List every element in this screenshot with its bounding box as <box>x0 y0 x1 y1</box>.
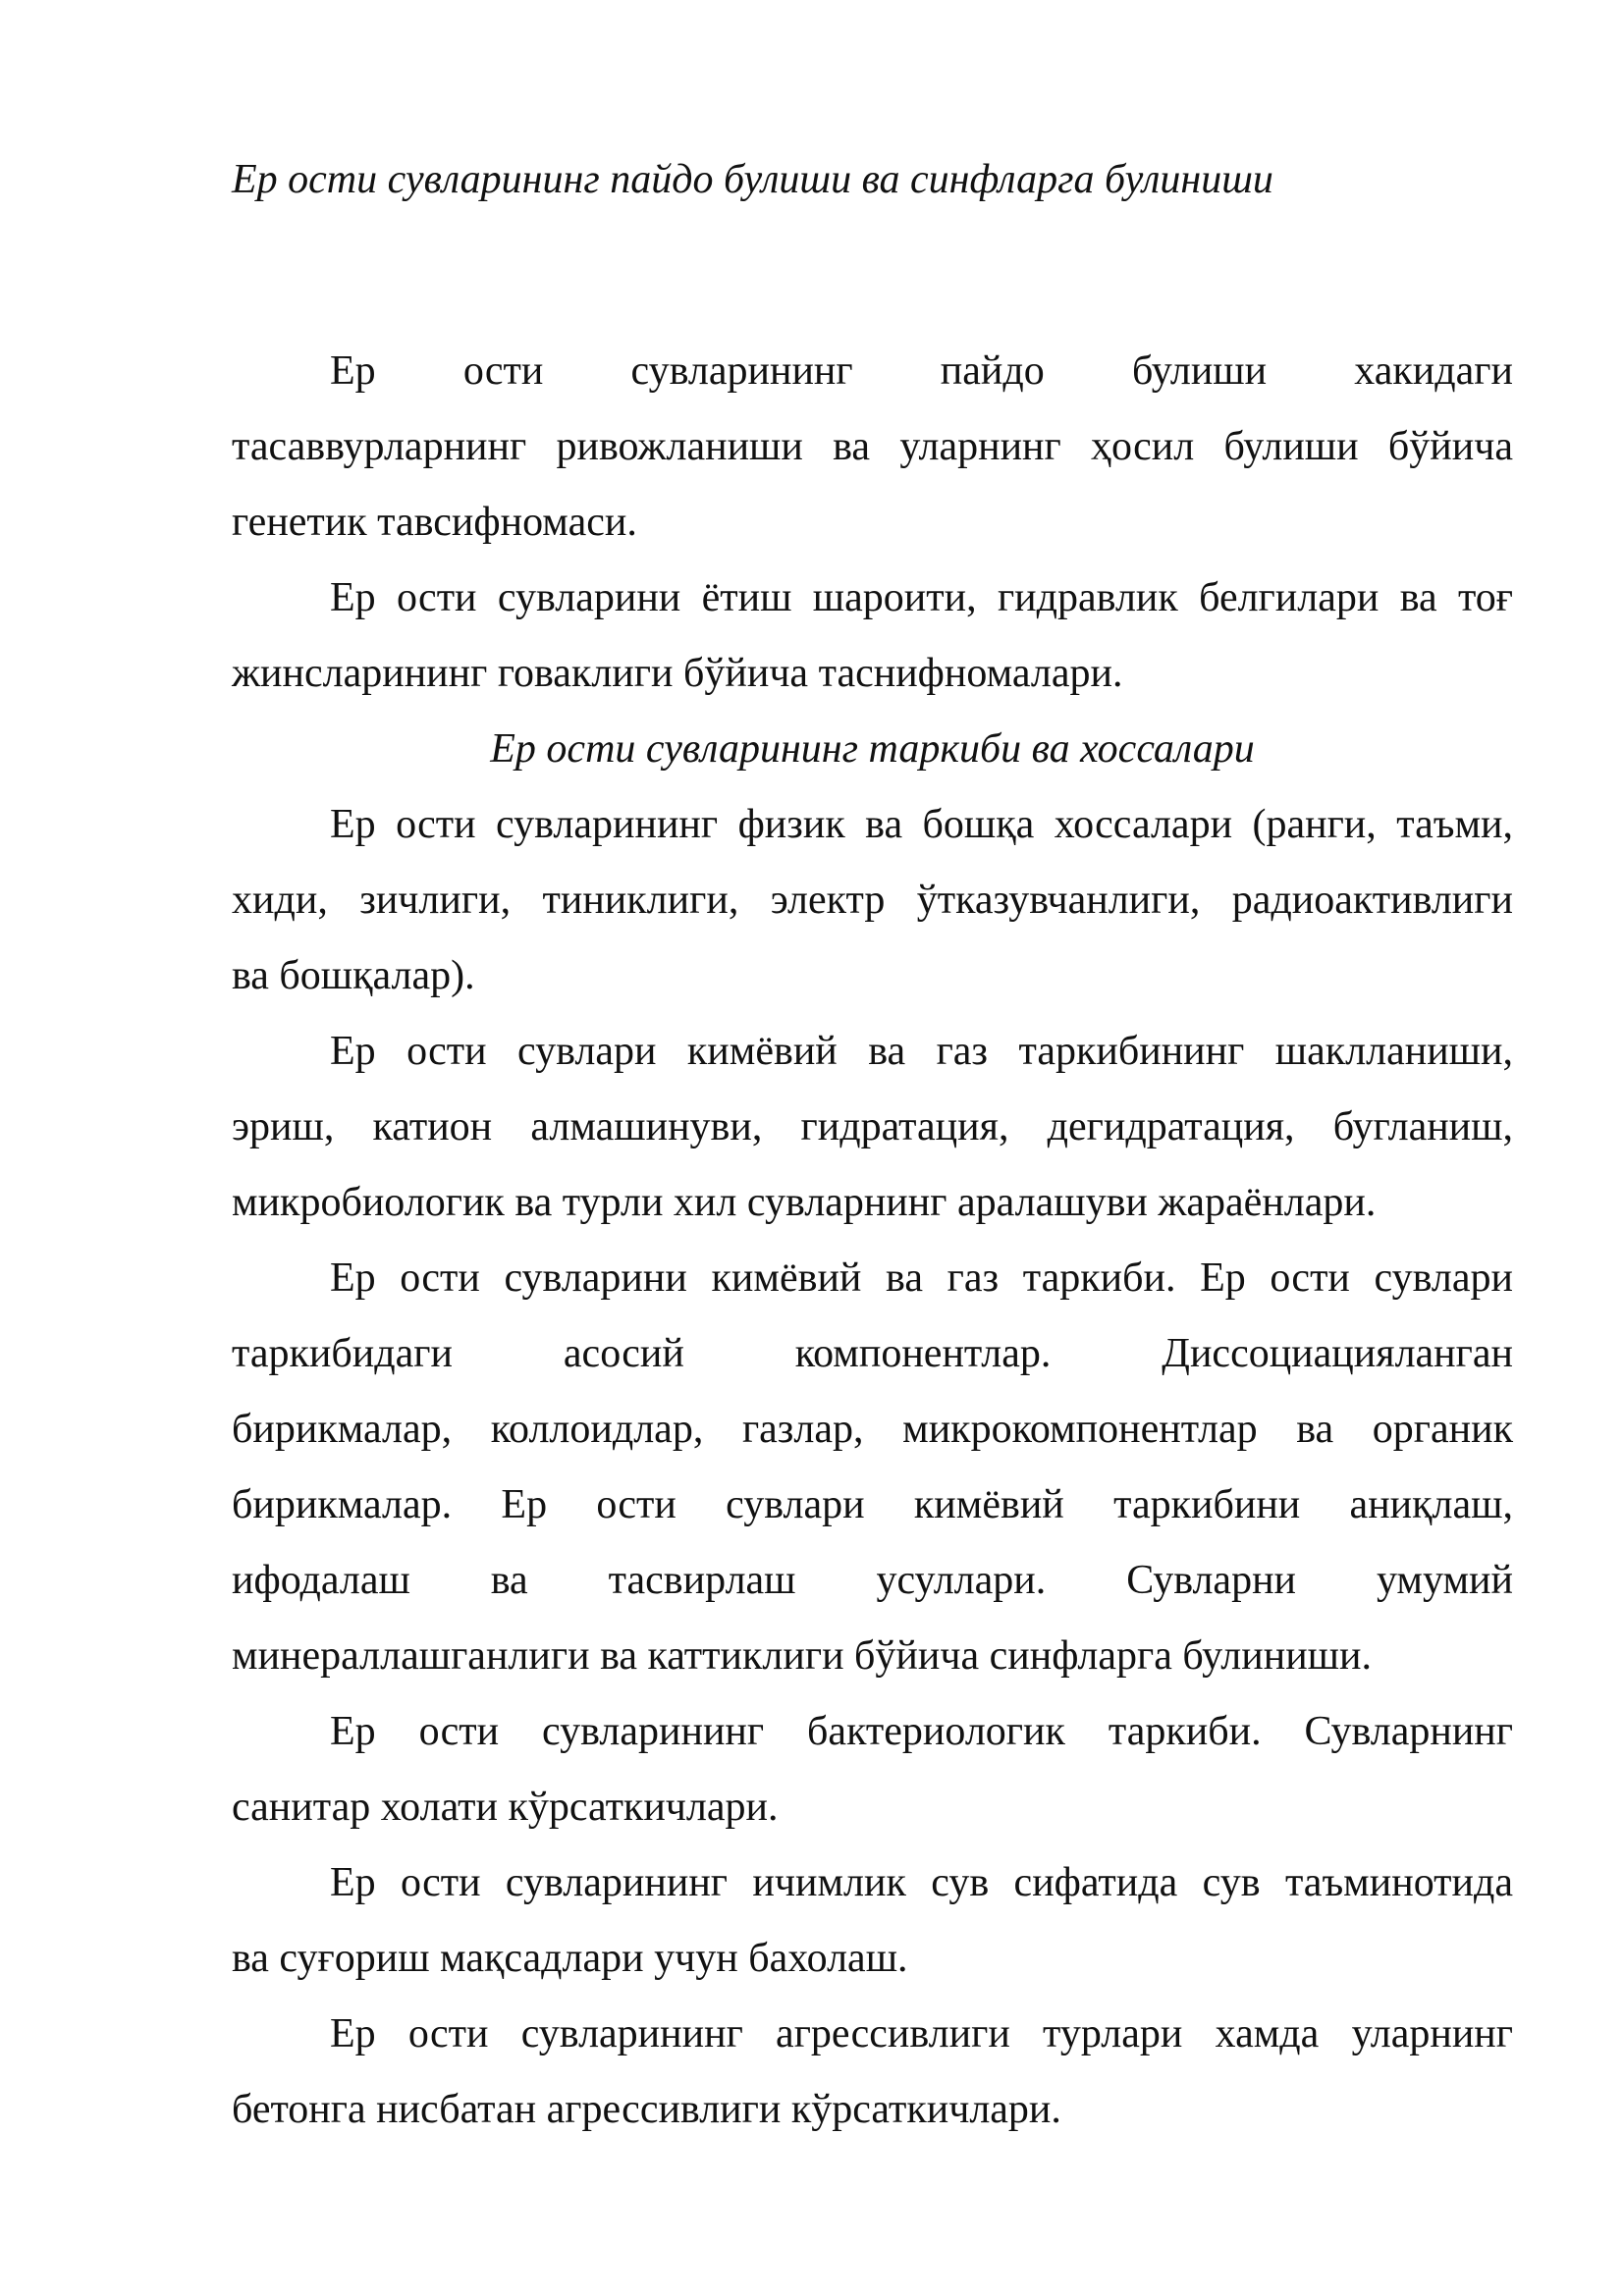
paragraph-physical-properties <box>232 787 1513 1014</box>
paragraph-line: санитар холати кўрсаткичлари. <box>232 1785 779 1830</box>
paragraph-line: ифодалаш ва тасвирлаш усуллари. Сувларни умумий <box>232 1558 1513 1603</box>
paragraph-classification <box>232 561 1513 712</box>
paragraph-line: Ер ости сувларини кимёвий ва газ таркиби. Ер ости сувлари <box>330 1255 1513 1301</box>
paragraph-line: таркибидаги асосий компонентлар. Диссоциацияланган <box>232 1331 1513 1376</box>
paragraph-line: Ер ости сувларининг бактериологик таркиби. Сувларнинг <box>330 1709 1513 1754</box>
paragraph-bacteriological <box>232 1694 1513 1845</box>
paragraph-line: бирикмалар, коллоидлар, газлар, микрокомпонентлар ва органик <box>232 1407 1513 1452</box>
paragraph-line: Ер ости сувларининг ичимлик сув сифатида сув таъминотида <box>330 1860 1513 1905</box>
paragraph-line: бетонга нисбатан агрессивлиги кўрсаткичлари. <box>232 2087 1061 2132</box>
paragraph-chemical-composition <box>232 1241 1513 1694</box>
paragraph-aggressiveness <box>232 1997 1513 2148</box>
paragraph-line: минераллашганлиги ва каттиклиги бўйича синфларга булиниши. <box>232 1633 1372 1679</box>
paragraph-line: тасаввурларнинг ривожланиши ва уларнинг ҳосил булиши бўйича <box>232 424 1513 469</box>
section-subtitle: Ер ости сувларининг таркиби ва хоссалари <box>490 726 1255 772</box>
paragraph-chemical-formation <box>232 1014 1513 1241</box>
paragraph-drinking-water <box>232 1845 1513 1997</box>
document-body <box>232 147 1513 2148</box>
paragraph-line: генетик тавсифномаси. <box>232 500 637 545</box>
paragraph-line: бирикмалар. Ер ости сувлари кимёвий таркибини аниқлаш, <box>232 1482 1513 1527</box>
paragraph-line: жинсларининг говаклиги бўйича таснифномалари. <box>232 651 1123 696</box>
paragraph-line: ва бошқалар). <box>232 953 475 998</box>
paragraph-line: Ер ости сувларини ётиш шароити, гидравлик белгилари ва тоғ <box>330 575 1513 620</box>
spacer <box>232 212 1513 334</box>
document-title: Ер ости сувларининг пайдо булиши ва синфларга булиниши <box>232 157 1273 202</box>
paragraph-line: Ер ости сувларининг агрессивлиги турлари хамда уларнинг <box>330 2011 1513 2056</box>
paragraph-line: Ер ости сувларининг пайдо булиши хакидаги <box>330 348 1513 394</box>
paragraph-line: хиди, зичлиги, тиниклиги, электр ўтказувчанлиги, радиоактивлиги <box>232 878 1513 923</box>
paragraph-line: Ер ости сувлари кимёвий ва газ таркибининг шаклланиши, <box>330 1029 1513 1074</box>
paragraph-line: микробиологик ва турли хил сувларнинг аралашуви жараёнлари. <box>232 1180 1377 1225</box>
paragraph-line: ва суғориш мақсадлари учун бахолаш. <box>232 1936 908 1981</box>
paragraph-origin <box>232 334 1513 561</box>
paragraph-line: эриш, катион алмашинуви, гидратация, дегидратация, бугланиш, <box>232 1104 1513 1149</box>
paragraph-line: Ер ости сувларининг физик ва бошқа хоссалари (ранги, таъми, <box>330 802 1513 847</box>
